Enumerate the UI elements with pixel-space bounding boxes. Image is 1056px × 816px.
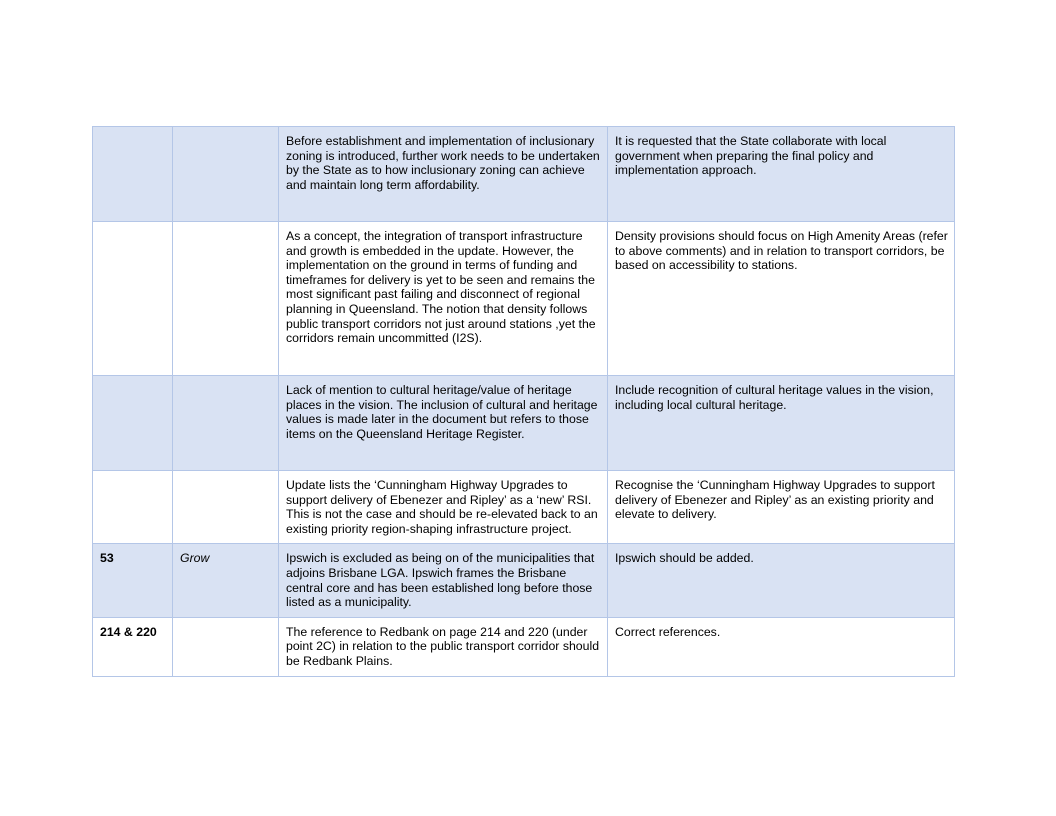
recommendation-cell: Ipswich should be added. (608, 544, 955, 617)
page-ref-cell (93, 376, 173, 471)
comment-cell: Update lists the ‘Cunningham Highway Upgrades to support delivery of Ebenezer and Ripley’ as a ‘new’ RSI. This is not the case and should be re-elevated back to an existing priority region-shaping infrastructure project. (279, 471, 608, 544)
comment-cell: Ipswich is excluded as being on of the municipalities that adjoins Brisbane LGA. Ipswich frames the Brisbane central core and has been established long before those listed as a municipality. (279, 544, 608, 617)
page-ref-cell (93, 127, 173, 222)
theme-cell (173, 376, 279, 471)
theme-cell (173, 127, 279, 222)
theme-cell (173, 471, 279, 544)
comment-cell: As a concept, the integration of transport infrastructure and growth is embedded in the update. However, the implementation on the ground in terms of funding and timeframes for delivery is yet to be seen and remains the most significant past failing and disconnect of regional planning in Queensland. The notion that density follows public transport corridors not just around stations ,yet the corridors remain uncommitted (I2S). (279, 222, 608, 376)
comment-cell: The reference to Redbank on page 214 and 220 (under point 2C) in relation to the public transport corridor should be Redbank Plains. (279, 617, 608, 676)
table-row (93, 544, 955, 617)
page-ref-cell (93, 222, 173, 376)
table-row (93, 127, 955, 222)
theme-cell: Grow (173, 544, 279, 617)
recommendation-cell: It is requested that the State collaborate with local government when preparing the final policy and implementation approach. (608, 127, 955, 222)
page-ref-cell: 53 (93, 544, 173, 617)
table-row (93, 617, 955, 676)
theme-cell (173, 617, 279, 676)
theme-cell (173, 222, 279, 376)
recommendation-cell: Recognise the ‘Cunningham Highway Upgrades to support delivery of Ebenezer and Ripley’ as an existing priority and elevate to delivery. (608, 471, 955, 544)
comment-cell: Lack of mention to cultural heritage/value of heritage places in the vision. The inclusion of cultural and heritage values is made later in the document but refers to those items on the Queensland Heritage Register. (279, 376, 608, 471)
table-row (93, 222, 955, 376)
recommendation-cell: Density provisions should focus on High Amenity Areas (refer to above comments) and in relation to transport corridors, be based on accessibility to stations. (608, 222, 955, 376)
page-ref-cell (93, 471, 173, 544)
recommendation-cell: Correct references. (608, 617, 955, 676)
recommendation-cell: Include recognition of cultural heritage values in the vision, including local cultural heritage. (608, 376, 955, 471)
table-row (93, 471, 955, 544)
table-row (93, 376, 955, 471)
feedback-table (92, 126, 955, 677)
page-ref-cell: 214 & 220 (93, 617, 173, 676)
comment-cell: Before establishment and implementation of inclusionary zoning is introduced, further work needs to be undertaken by the State as to how inclusionary zoning can achieve and maintain long term affordability. (279, 127, 608, 222)
